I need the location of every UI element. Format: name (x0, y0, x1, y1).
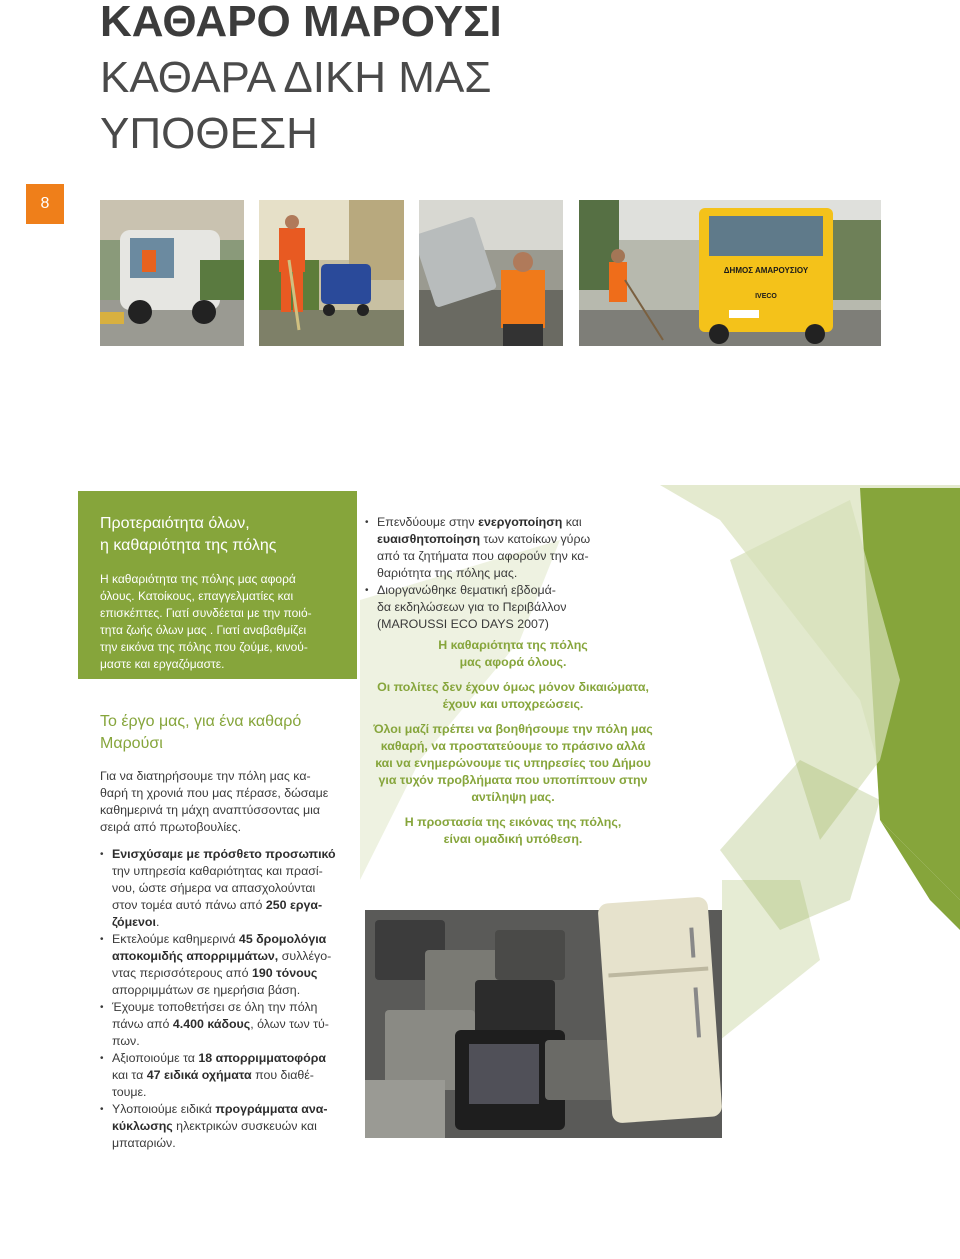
list-item (365, 582, 627, 633)
text: ντας περισσότερους από (112, 966, 252, 980)
page-number: 8 (26, 184, 64, 224)
text: για τυχόν προβλήματα που υποπίπτουν στην (378, 773, 648, 787)
statement-2 (365, 679, 661, 713)
section-para-line: σειρά από πρωτοβουλίες. (100, 820, 242, 834)
bold-text: 45 δρομολόγια (238, 932, 327, 946)
page-title-line2: ΚΑΘΑΡΑ ΔΙΚΗ ΜΑΣ (100, 53, 492, 102)
text: (MAROUSSI ECO DAYS 2007) (377, 617, 549, 631)
text: νου, ώστε σήμερα να απασχολούνται (112, 881, 316, 895)
priority-para-line: την εικόνα της πόλης που ζούμε, κινού- (100, 640, 308, 654)
text: . (155, 915, 160, 929)
priority-box (78, 491, 357, 679)
section-heading-line1: Το έργο μας, για ένα καθαρό (100, 713, 302, 730)
priority-para-line: όλους. Κατοίκους, επαγγελματίες και (100, 589, 294, 603)
list-item (100, 931, 352, 999)
page-title-line3: ΥΠΟΘΕΣΗ (100, 109, 318, 158)
priority-heading-line1: Προτεραιότητα όλων, (100, 515, 250, 532)
page-title-line1: ΚΑΘΑΡΟ ΜΑΡΟΥΣΙ (100, 0, 502, 46)
text: πων. (112, 1034, 140, 1048)
text: Εκτελούμε καθημερινά (112, 932, 239, 946)
statement-3 (365, 721, 661, 806)
text: ηλεκτρικών συσκευών και (172, 1119, 317, 1133)
text: θαριότητα της πόλης μας. (377, 566, 518, 580)
text: και (562, 515, 582, 529)
text: είναι ομαδική υπόθεση. (443, 832, 583, 846)
bold-text: προγράμματα ανα- (215, 1102, 328, 1116)
bold-text: 190 τόνους (251, 966, 318, 980)
text: την υπηρεσία καθαριότητας και πρασί- (112, 864, 323, 878)
bold-text: 18 απορριμματοφόρα (198, 1051, 326, 1065)
text: Αξιοποιούμε τα (112, 1051, 199, 1065)
list-item (100, 1101, 352, 1152)
section-heading-line2: Μαρούσι (100, 735, 163, 752)
text: τουμε. (112, 1085, 147, 1099)
text: που διαθέ- (251, 1068, 314, 1082)
text: Επενδύουμε στην (377, 515, 479, 529)
text: συλλέγο- (278, 949, 332, 963)
priority-heading (100, 513, 339, 557)
statement-1 (365, 637, 661, 671)
text: έχουν και υποχρεώσεις. (442, 697, 584, 711)
bold-text: 250 εργα- (265, 898, 323, 912)
section-para-line: Για να διατηρήσουμε την πόλη μας κα- (100, 769, 311, 783)
text: απορριμμάτων σε ημερήσια βάση. (112, 983, 301, 997)
text: μπαταριών. (112, 1136, 176, 1150)
section-heading (100, 711, 350, 755)
bold-text: αποκομιδής απορριμμάτων, (112, 949, 279, 963)
bold-text: 4.400 κάδους (172, 1017, 251, 1031)
text: Διοργανώθηκε θεματική εβδομά- (377, 583, 556, 597)
truck-label: ΔΗΜΟΣ ΑΜΑΡΟΥΣΙΟΥ (723, 266, 809, 275)
bold-text: ζόμενοι (112, 915, 156, 929)
photo-street-sweeper (100, 200, 244, 346)
text: στον τομέα αυτό πάνω από (112, 898, 266, 912)
text: , όλων των τύ- (250, 1017, 329, 1031)
bold-text: 47 ειδικά οχήματα (146, 1068, 252, 1082)
text: και να ενημερώνουμε τις υπηρεσίες του Δήμου (375, 756, 651, 770)
list-item (100, 1050, 352, 1101)
priority-para-line: Η καθαριότητα της πόλης μας αφορά (100, 572, 296, 586)
truck-brand: IVECO (755, 293, 777, 300)
text: και τα (112, 1068, 147, 1082)
priority-para-line: τητα ζωής όλων μας . Γιατί αναβαθμίζει (100, 623, 307, 637)
priority-para-line: μαστε και εργαζόμαστε. (100, 657, 225, 671)
text: των κατοίκων γύρω (480, 532, 591, 546)
priority-paragraph (100, 571, 339, 673)
text: Υλοποιούμε ειδικά (112, 1102, 216, 1116)
text: από τα ζητήματα που αφορούν την κα- (377, 549, 589, 563)
list-item (365, 514, 627, 582)
photo-worker-sweeping (259, 200, 404, 346)
list-item (100, 846, 352, 931)
text: δα εκδηλώσεων για το Περιβάλλον (377, 600, 567, 614)
photo-worker-bin (419, 200, 563, 346)
bold-text: ενεργοποίηση (478, 515, 563, 529)
text: μας αφορά όλους. (459, 655, 567, 669)
photo-electronic-waste (365, 880, 722, 1138)
text: Όλοι μαζί πρέπει να βοηθήσουμε την πόλη μας (373, 722, 653, 736)
text: καθαρή, να προστατεύουμε το πράσινο αλλά (380, 739, 646, 753)
text: πάνω από (112, 1017, 173, 1031)
section-para-line: θαρή τη χρονιά που μας πέρασε, δώσαμε (100, 786, 329, 800)
priority-heading-line2: η καθαριότητα της πόλης (100, 537, 277, 554)
photo-garbage-truck (579, 200, 881, 346)
awareness-list (365, 514, 627, 633)
priority-para-line: επισκέπτες. Γιατί συνδέεται με την ποιό- (100, 606, 312, 620)
section-para-line: καθημερινά τη μάχη αναπτύσσοντας μια (100, 803, 321, 817)
bold-text: ευαισθητοποίηση (377, 532, 481, 546)
bold-text: κύκλωσης (112, 1119, 173, 1133)
bold-text: Ενισχύσαμε με πρόσθετο προσωπικό (112, 847, 336, 861)
text: Οι πολίτες δεν έχουν όμως μόνον δικαιώματα, (377, 680, 649, 694)
text: αντίληψη μας. (471, 790, 555, 804)
text: Η καθαριότητα της πόλης (438, 638, 588, 652)
statement-4 (365, 814, 661, 848)
text: Η προστασία της εικόνας της πόλης, (404, 815, 622, 829)
section-paragraph (100, 768, 352, 836)
text: Έχουμε τοποθετήσει σε όλη την πόλη (112, 1000, 318, 1014)
list-item (100, 999, 352, 1050)
initiatives-list (100, 846, 352, 1152)
